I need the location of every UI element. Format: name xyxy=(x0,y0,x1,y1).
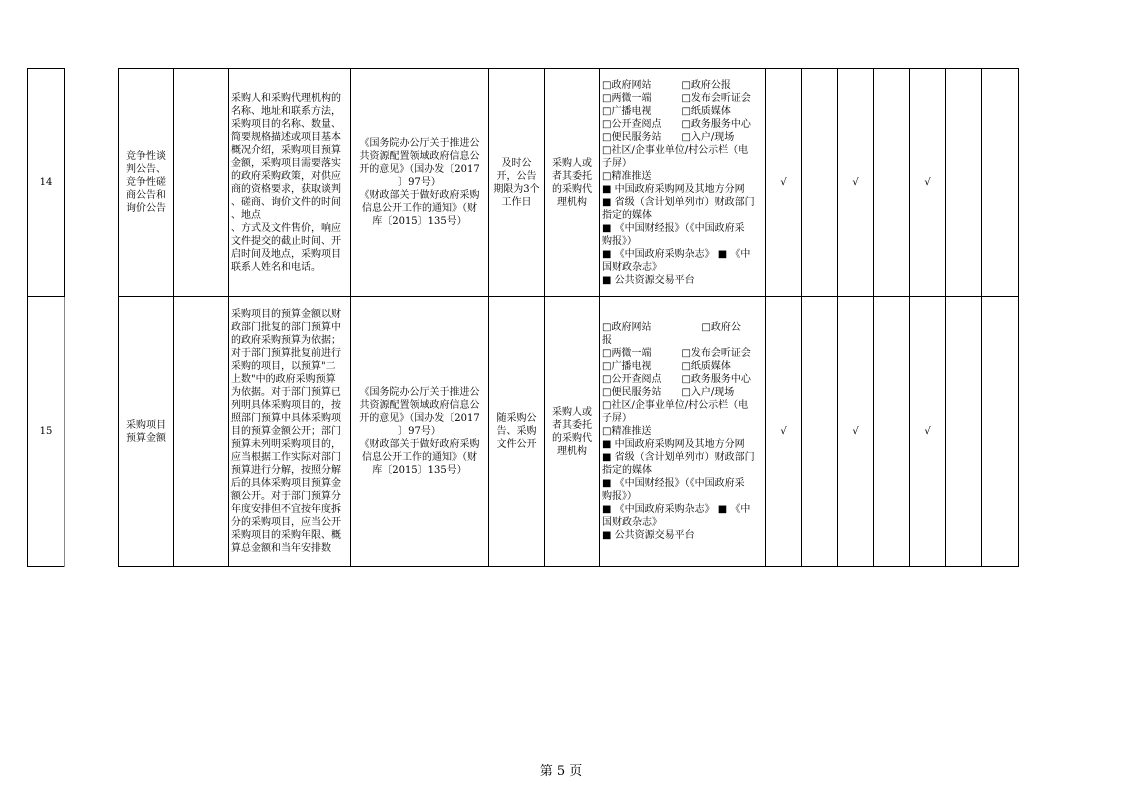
check-cell xyxy=(946,69,982,297)
channel-line: ■ 《中国政府采购杂志》 ■ 《中 xyxy=(602,504,751,515)
check-cell: √ xyxy=(838,69,874,297)
check-cell: √ xyxy=(766,297,802,567)
table-row xyxy=(28,297,1019,567)
channel-line: 国财政杂志》 xyxy=(602,261,662,273)
channel-line: □社区/企事业单位/村公示栏（电 xyxy=(602,144,749,156)
sub-item-cell xyxy=(174,297,229,567)
channel-line: ■ 中国政府采购网及其地方分网 xyxy=(602,183,745,195)
channel-line: □两微一端 □发布会听证会 xyxy=(602,348,751,359)
check-cell xyxy=(946,297,982,567)
channel-line: □广播电视 □纸质媒体 xyxy=(602,105,731,117)
page-number: 第 5 页 xyxy=(539,764,583,779)
check-cell: √ xyxy=(910,69,946,297)
channel-line: ■ 省级（含计划单列市）财政部门 xyxy=(602,452,755,463)
disclosure-subject: 采购人或 者其委托 的采购代 理机构 xyxy=(545,297,600,567)
disclosure-timing: 随采购公 告、采购 文件公开 xyxy=(489,297,545,567)
check-cell xyxy=(802,297,838,567)
row-number: 14 xyxy=(28,69,65,297)
channel-line: □政府网站 □政府公 xyxy=(602,322,741,333)
channel-line: □精准推送 xyxy=(602,426,652,437)
channel-line: □公开查阅点 □政务服务中心 xyxy=(602,118,751,130)
channel-line: ■ 公共资源交易平台 xyxy=(602,274,695,286)
disclosure-basis: 《国务院办公厅关于推进公 共资源配置领域政府信息公 开的意见》（国办发〔2017 〕97号） 《财政部关于做好政府采购 信息公开工作的通知》（财 库〔2015〕135号） xyxy=(351,297,489,567)
channel-line: 国财政杂志》 xyxy=(602,517,662,528)
channel-line: □社区/企事业单位/村公示栏（电 xyxy=(602,400,749,411)
disclosure-content: 采购项目的预算金额以财 政部门批复的部门预算中 的政府采购预算为依据； 对于部门预算批复前进行 采购的项目，以预算"二 上数"中的政府采购预算 为依据。对于部门预算已 列明具体采购项目的，按 照部门预算中具体采购项 目的预算金额公开；部门 预算未列明采购项目的， 应当根据工作实际对部门 预算进行分解，按照分解 后的具体采购项目预算金 额公开。对于部门预算分 年度安排但不宜按年度拆 分的采购项目，应当公开 采购项目的采购年限、概 算总金额和当年安排数 xyxy=(229,297,351,567)
check-cell xyxy=(874,297,910,567)
check-cell xyxy=(802,69,838,297)
channel-line: 报 xyxy=(602,335,612,346)
disclosure-basis: 《国务院办公厅关于推进公 共资源配置领域政府信息公 开的意见》（国办发〔2017 〕97号） 《财政部关于做好政府采购 信息公开工作的通知》（财 库〔2015〕135号） xyxy=(351,69,489,297)
check-cell xyxy=(982,69,1019,297)
channel-line: ■ 《中国财经报》（《中国政府采 xyxy=(602,222,745,234)
channel-line: 指定的媒体 xyxy=(602,465,652,476)
channel-line: 子屏） xyxy=(602,157,632,169)
channel-line: □便民服务站 □入户/现场 xyxy=(602,387,735,398)
disclosure-content: 采购人和采购代理机构的 名称、地址和联系方法， 采购项目的名称、数量、 简要规格描述或项目基本 概况介绍，采购项目预算 金额，采购项目需要落实 的政府采购政策，对供应 商的资格要求，获取谈判 、磋商、询价文件的时间 、地点 、方式及文件售价，响应 文件提交的截止时间、开 启时间及地点，采购项目 联系人姓名和电话。 xyxy=(229,69,351,297)
check-cell: √ xyxy=(838,297,874,567)
channel-line: □精准推送 xyxy=(602,170,652,182)
channel-line: □公开查阅点 □政务服务中心 xyxy=(602,374,751,385)
row-number: 15 xyxy=(28,297,65,567)
channel-line: □广播电视 □纸质媒体 xyxy=(602,361,731,372)
table-row xyxy=(28,69,1019,297)
check-cell: √ xyxy=(766,69,802,297)
merged-category-cell xyxy=(65,69,119,567)
item-name: 采购项目 预算金额 xyxy=(119,297,174,567)
check-cell xyxy=(874,69,910,297)
channel-line: □政府网站 □政府公报 xyxy=(602,79,731,91)
channel-line: 子屏） xyxy=(602,413,632,424)
sub-item-cell xyxy=(174,69,229,297)
channel-line: □两微一端 □发布会听证会 xyxy=(602,92,751,104)
disclosure-channels xyxy=(600,69,766,297)
channel-line: ■ 中国政府采购网及其地方分网 xyxy=(602,439,745,450)
channel-line: ■ 省级（含计划单列市）财政部门 xyxy=(602,196,755,208)
disclosure-subject: 采购人或 者其委托 的采购代 理机构 xyxy=(545,69,600,297)
channel-line: □便民服务站 □入户/现场 xyxy=(602,131,735,143)
check-cell: √ xyxy=(910,297,946,567)
disclosure-channels xyxy=(600,297,766,567)
disclosure-table xyxy=(27,68,1019,567)
channel-line: 购报》） xyxy=(602,491,637,502)
disclosure-timing: 及时公 开，公告 期限为3个 工作日 xyxy=(489,69,545,297)
item-name: 竞争性谈 判公告、 竞争性磋 商公告和 询价公告 xyxy=(119,69,174,297)
channel-line: 指定的媒体 xyxy=(602,209,652,221)
channel-line: ■ 《中国财经报》（《中国政府采 xyxy=(602,478,745,489)
channel-line: ■ 公共资源交易平台 xyxy=(602,530,695,541)
channel-line: 购报》） xyxy=(602,235,637,247)
check-cell xyxy=(982,297,1019,567)
channel-line: ■ 《中国政府采购杂志》 ■ 《中 xyxy=(602,248,751,260)
